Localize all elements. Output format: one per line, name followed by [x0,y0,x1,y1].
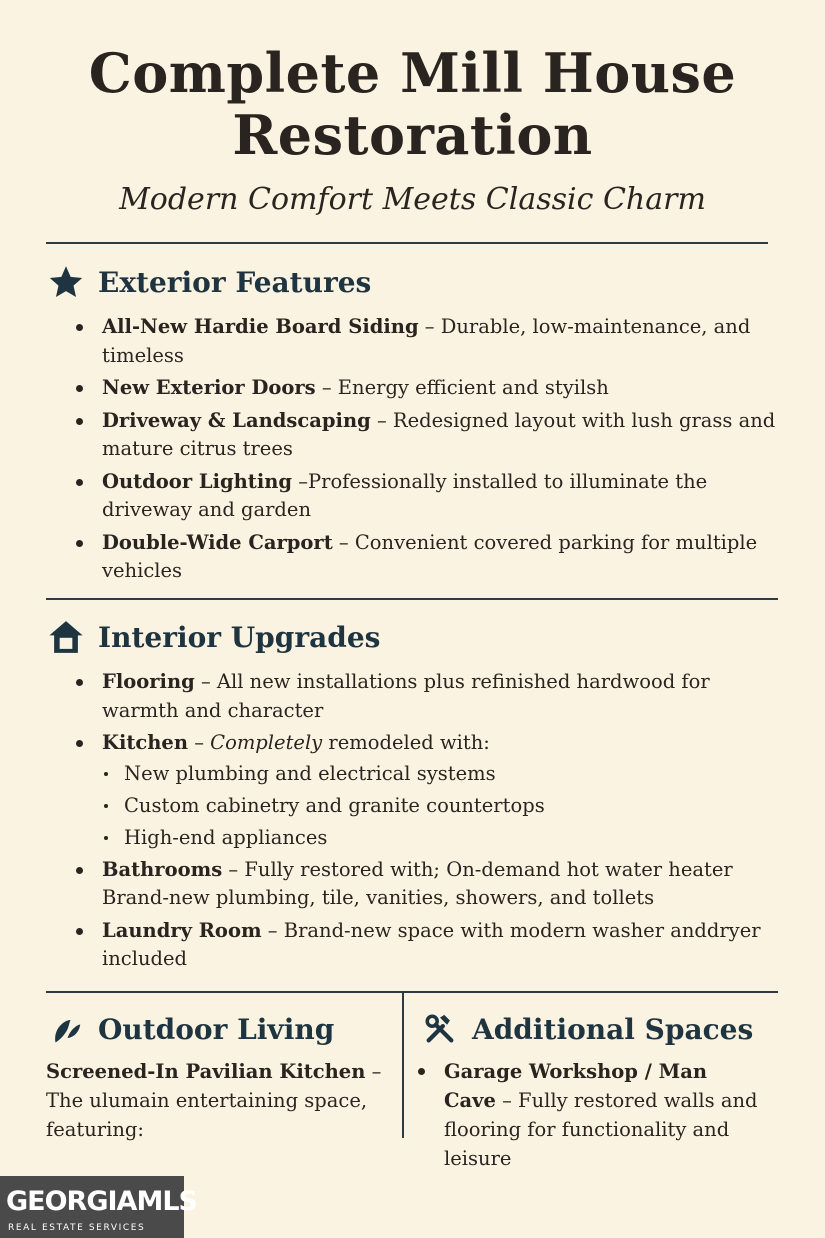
sub-list-item: High-end appliances [100,824,776,852]
exterior-list [76,313,776,590]
divider-top [46,242,768,244]
house-icon [46,617,86,657]
list-item: All-New Hardie Board Siding – Durable, low-maintenance, and timeless [76,313,776,370]
list-item: Flooring – All new installations plus refinished hardwood for warmth and character [76,668,776,725]
kitchen-sublist [100,760,776,852]
list-item: New Exterior Doors – Energy efficient and styilsh [76,374,776,403]
sub-list-item: Custom cabinetry and granite countertops [100,792,776,820]
divider-middle [46,598,778,600]
list-item: Driveway & Landscaping – Redesigned layout with lush grass and mature citrus trees [76,407,776,464]
outdoor-heading-label: Outdoor Living [98,1012,335,1046]
star-icon [46,262,86,302]
list-item: Double-Wide Carport – Convenient covered parking for multiple vehicles [76,529,776,586]
page-subtitle: Modern Comfort Meets Classic Charm [119,182,706,217]
interior-heading [46,617,380,657]
title-line-2: Restoration [232,103,593,167]
logo-tagline: REAL ESTATE SERVICES [8,1223,146,1233]
interior-list [76,668,776,978]
additional-heading-label: Additional Spaces [472,1012,754,1046]
additional-heading [420,1009,753,1049]
outdoor-heading [46,1009,334,1049]
page-title [0,42,825,166]
leaf-icon [46,1009,86,1049]
list-item: Outdoor Lighting –Professionally installed to illuminate the driveway and garden [76,468,776,525]
sub-list-item: New plumbing and electrical systems [100,760,776,788]
list-item: Garage Workshop / Man Cave – Fully restored walls and flooring for functionality and leisure [418,1057,763,1173]
list-item: Kitchen – Completely remodeled with: New plumbing and electrical systems Custom cabinetry and granite countertops High-end appliances [76,729,776,852]
column-divider [402,993,404,1138]
divider-bottom [46,991,778,993]
interior-heading-label: Interior Upgrades [98,620,381,654]
exterior-heading [46,262,371,302]
title-line-1: Complete Mill House [88,41,737,105]
tools-icon [420,1009,460,1049]
list-item: Bathrooms – Fully restored with; On-demand hot water heater Brand-new plumbing, tile, vanities, showers, and tollets [76,856,776,913]
georgia-mls-logo [0,1176,197,1238]
outdoor-text: Screened-In Pavilian Kitchen – The ulumain entertaining space, featuring: [46,1060,382,1141]
additional-list [418,1057,763,1177]
logo-main: GEORGIAMLS [6,1186,197,1217]
exterior-heading-label: Exterior Features [98,265,372,299]
list-item: Laundry Room – Brand-new space with modern washer anddryer included [76,917,776,974]
